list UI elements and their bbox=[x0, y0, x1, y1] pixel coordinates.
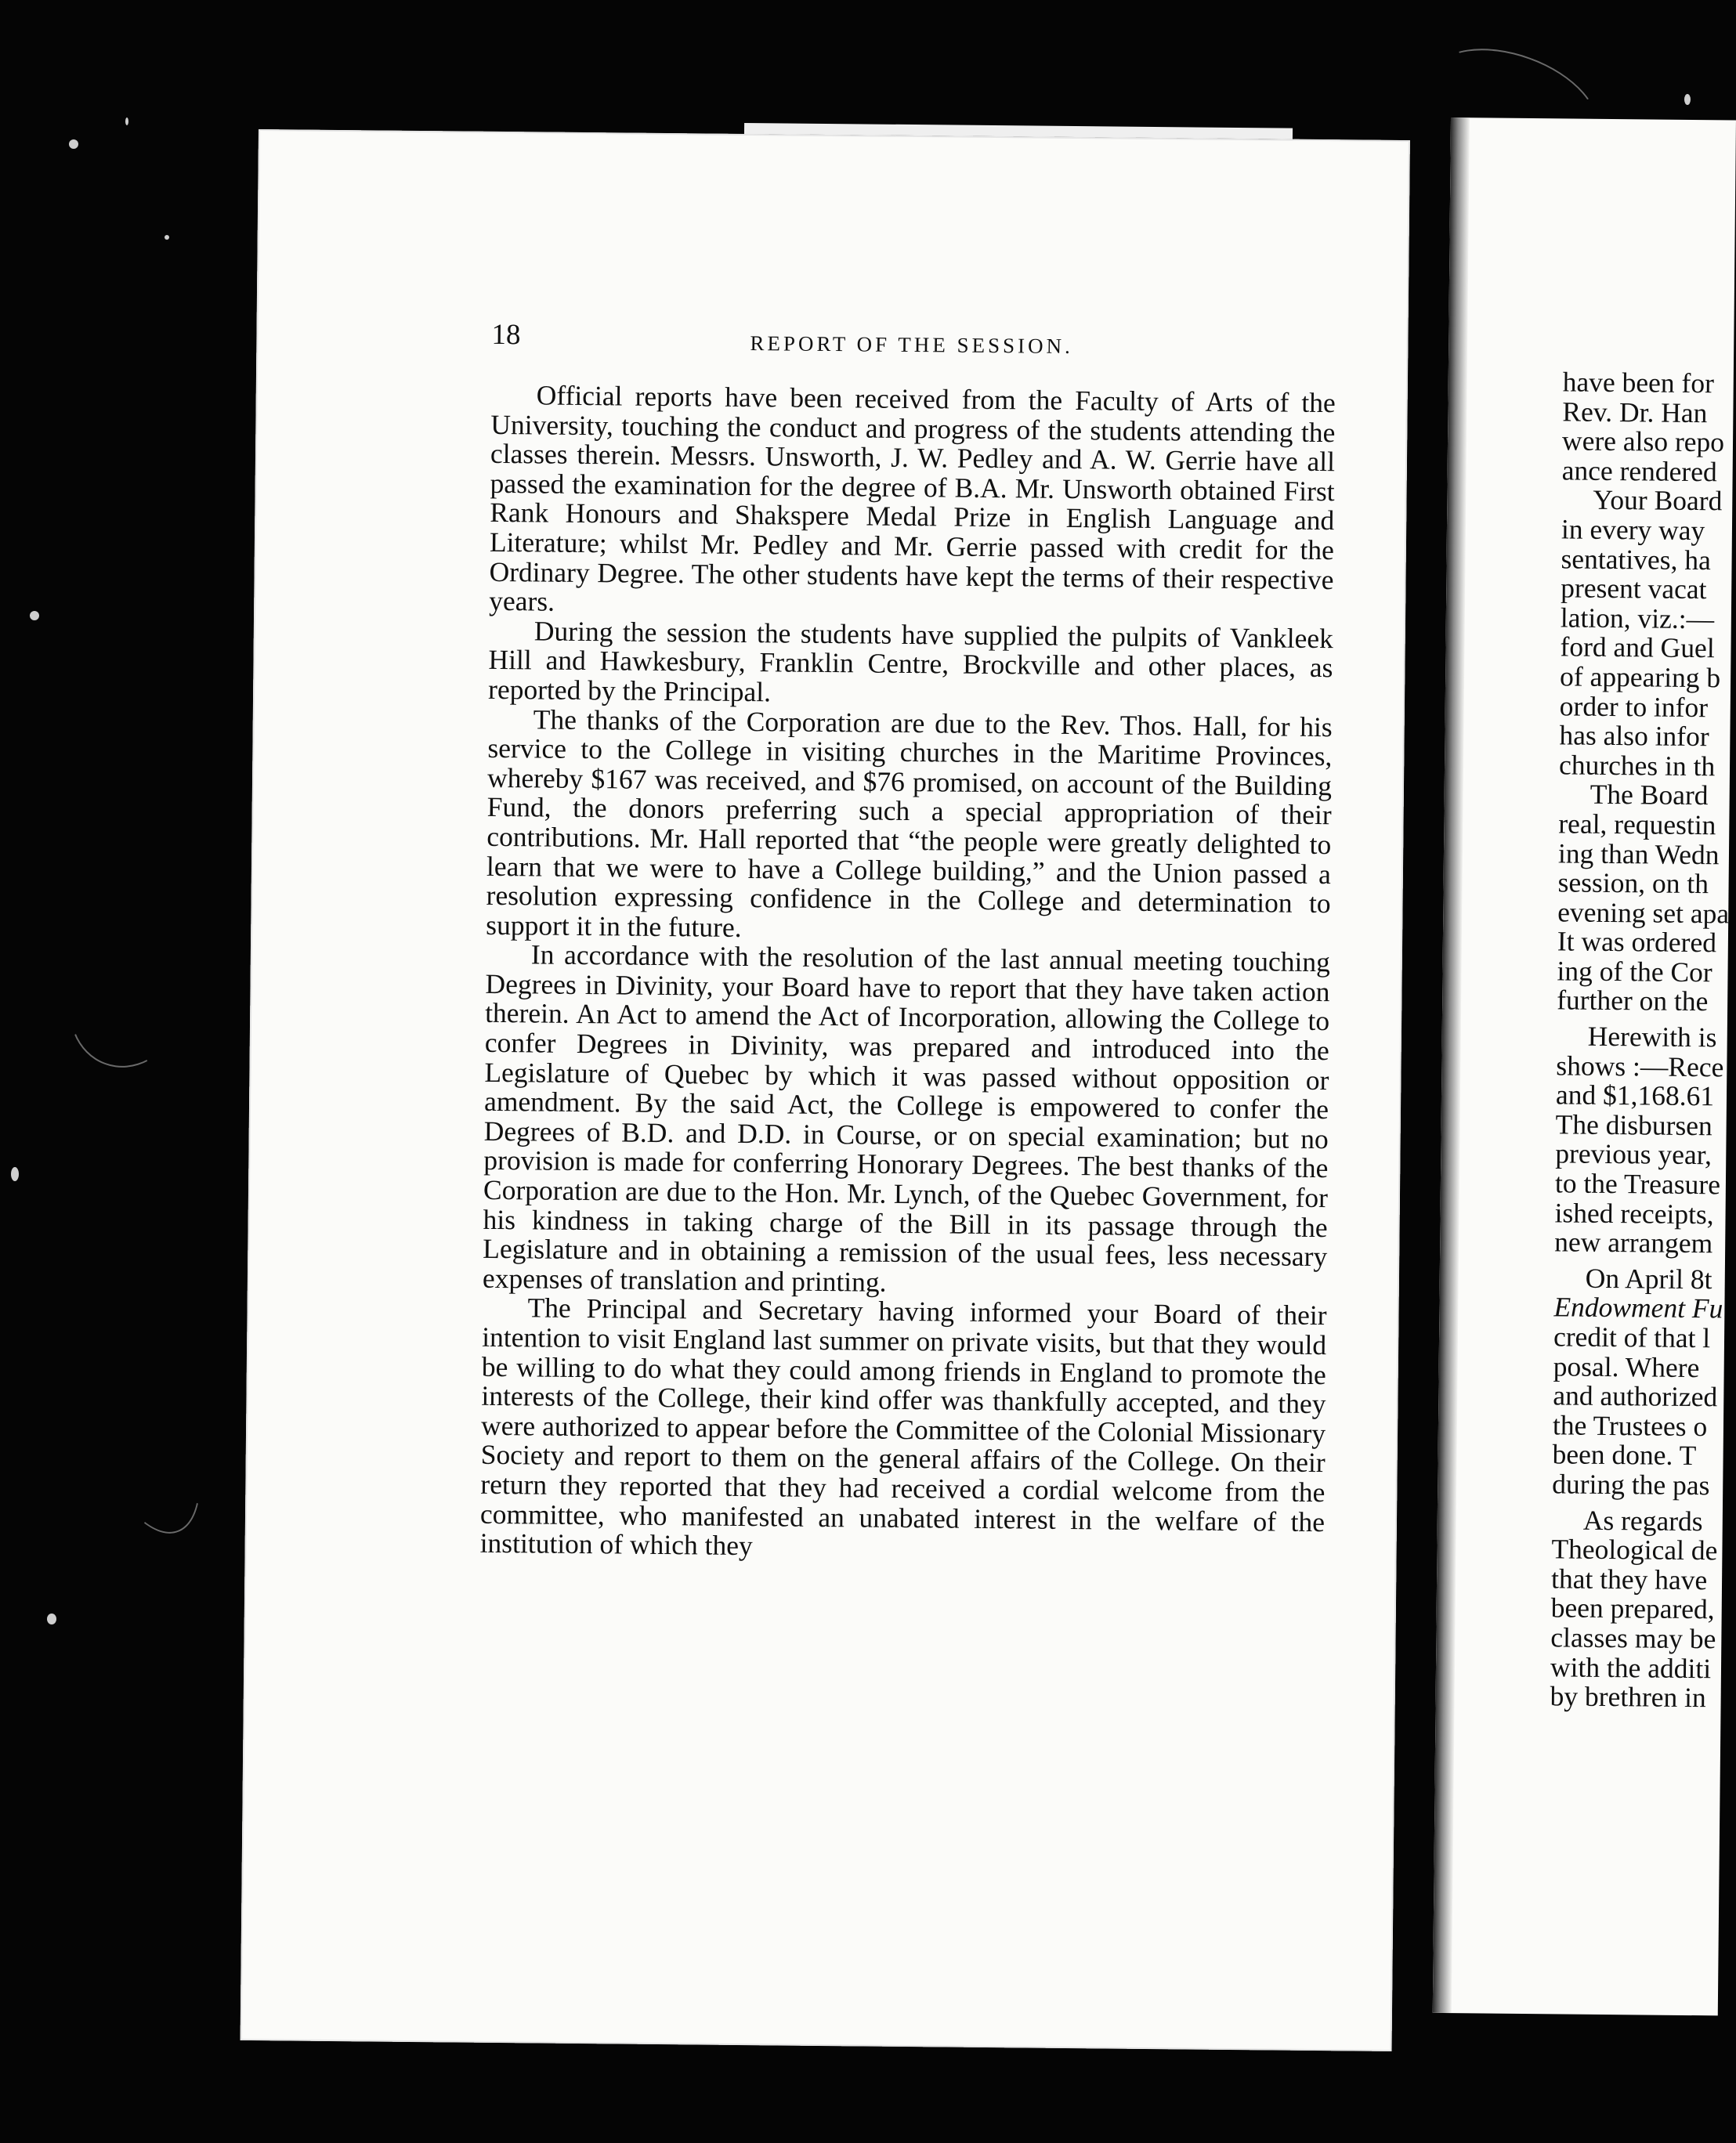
text-line: ford and Guel bbox=[1560, 631, 1715, 664]
text-line: were also repo bbox=[1561, 425, 1725, 458]
scan-speck bbox=[69, 139, 78, 149]
text-line: It was ordered bbox=[1557, 925, 1717, 959]
text-line: been done. T bbox=[1552, 1438, 1697, 1472]
paragraph: The Principal and Secretary having informed your Board of their intention to visit England last summer on private visits, but that they would be willing to do what they could among friends in England to promote the interests of the College, their kind offer was thankfully accepted, and they were authorized to appear before the Committee of the Colonial Missionary Society and report to them on the general affairs of the College. On their return they reported that they had received a cordial welcome from the committee, who manifested an unabated interest in the welfare of the institution of which they bbox=[479, 1292, 1327, 1562]
page-number: 18 bbox=[491, 318, 521, 352]
text-line: have been for bbox=[1562, 366, 1715, 399]
text-line: with the additi bbox=[1550, 1650, 1712, 1684]
scan-speck bbox=[125, 117, 128, 125]
text-line: new arrangem bbox=[1554, 1226, 1713, 1259]
text-line: real, requestin bbox=[1558, 808, 1716, 841]
text-line: the Trustees o bbox=[1552, 1409, 1708, 1442]
scan-speck bbox=[30, 611, 39, 620]
scan-scratch bbox=[52, 924, 201, 1083]
text-line: of appearing b bbox=[1559, 660, 1721, 694]
text-line: previous year, bbox=[1555, 1137, 1712, 1171]
scan-speck bbox=[11, 1167, 19, 1181]
text-line: Endowment Fu bbox=[1553, 1291, 1723, 1324]
text-line: Your Board bbox=[1593, 484, 1723, 517]
text-line: The disbursen bbox=[1555, 1108, 1712, 1142]
scan-speck bbox=[47, 1614, 56, 1624]
text-line: ance rendered bbox=[1561, 454, 1717, 488]
text-line: As regards bbox=[1582, 1504, 1703, 1537]
text-line: classes may be bbox=[1550, 1621, 1716, 1655]
running-head bbox=[491, 318, 1353, 366]
scan-speck bbox=[165, 235, 169, 240]
right-page bbox=[1433, 117, 1736, 2015]
paragraph: In accordance with the resolution of the last annual meeting touching Degrees in Divinity, your Board have to report that they have taken action therein. An Act to amend the Act of Incorporation, allowing the College to confer Degrees in Divinity, was prepared and introduced into the Legislature of Quebec by which it was passed without opposition or amendment. By the said Act, the College is empowered to confer the Degrees of B.D. and D.D. in Course, or on special examination; but no provision is made for conferring Honorary Degrees. The best thanks of the Corporation are due to the Hon. Mr. Lynch, of the Quebec Government, for his kindness in taking charge of the Bill in its passage through the Legislature and in obtaining a remission of the usual fees, less necessary expenses of translation and printing. bbox=[482, 938, 1331, 1298]
text-line: posal. Where bbox=[1553, 1350, 1700, 1383]
left-page bbox=[241, 129, 1410, 2051]
text-line: ing than Wedn bbox=[1557, 837, 1720, 870]
text-line: session, on th bbox=[1557, 866, 1709, 900]
text-line: The Board bbox=[1590, 779, 1709, 811]
text-line: that they have bbox=[1550, 1563, 1708, 1596]
page-edge-strip bbox=[744, 123, 1293, 139]
running-title: REPORT OF THE SESSION. bbox=[750, 331, 1073, 358]
text-line: Theological de bbox=[1551, 1533, 1718, 1567]
text-line: to the Treasure bbox=[1554, 1167, 1721, 1201]
text-line: has also infor bbox=[1559, 719, 1709, 753]
text-line: Herewith is bbox=[1587, 1020, 1717, 1053]
right-body-text bbox=[1550, 367, 1736, 1713]
text-line: in every way bbox=[1561, 513, 1705, 547]
text-line: further on the bbox=[1556, 984, 1709, 1017]
paragraph: Official reports have been received from the Faculty of Arts of the University, touching the conduct and progress of the students attending the classes therein. Messrs. Unsworth, J. W. Pedley and A. W. Gerrie have all passed the examination for the degree of B.A. Mr. Unsworth obtained First Rank Honours and Shakspere Medal Prize in English Language and Literature; whilst Mr. Pedley and Mr. Gerrie passed with credit for the Ordinary Degree. The other students have kept the terms of their respective years. bbox=[489, 379, 1336, 617]
text-line: been prepared, bbox=[1550, 1592, 1715, 1625]
text-line: evening set apa bbox=[1557, 896, 1730, 930]
text-line: and $1,168.61 bbox=[1555, 1079, 1715, 1112]
text-line: churches in th bbox=[1558, 749, 1716, 782]
text-line: shows :—Rece bbox=[1556, 1050, 1724, 1083]
text-line: by brethren in bbox=[1550, 1680, 1706, 1714]
text-line: during the pas bbox=[1552, 1468, 1710, 1502]
text-line: credit of that l bbox=[1553, 1321, 1711, 1354]
text-line: ished receipts, bbox=[1554, 1196, 1714, 1230]
text-line: present vacat bbox=[1561, 572, 1707, 605]
text-line: sentatives, ha bbox=[1561, 542, 1712, 576]
text-line: lation, viz.:— bbox=[1560, 602, 1715, 635]
text-line: ing of the Cor bbox=[1557, 955, 1712, 988]
text-line: and authorized bbox=[1553, 1379, 1718, 1413]
paragraph: The thanks of the Corporation are due to the Rev. Thos. Hall, for his service to the College in visiting churches in the Maritime Provinces, whereby $167 was received, and $76 promised, on account of the Building Fund, the donors preferring such a special appropriation of their contributions. Mr. Hall reported that “the people were greatly delighted to learn that we were to have a College building,” and the Union passed a resolution expressing confidence in the College and determination to support it in the future. bbox=[486, 703, 1333, 943]
paragraph: During the session the students have supplied the pulpits of Vankleek Hill and Hawkesbury, Franklin Centre, Brockville and other places, as reported by the Principal. bbox=[487, 615, 1334, 708]
scan-speck bbox=[1684, 94, 1691, 105]
gutter-shade bbox=[1433, 117, 1470, 2013]
text-line: On April 8t bbox=[1585, 1262, 1712, 1296]
scan-scratch bbox=[62, 1321, 224, 1549]
body-text bbox=[479, 381, 1335, 1567]
text-line: order to infor bbox=[1559, 689, 1709, 723]
text-line: Rev. Dr. Han bbox=[1562, 395, 1708, 428]
